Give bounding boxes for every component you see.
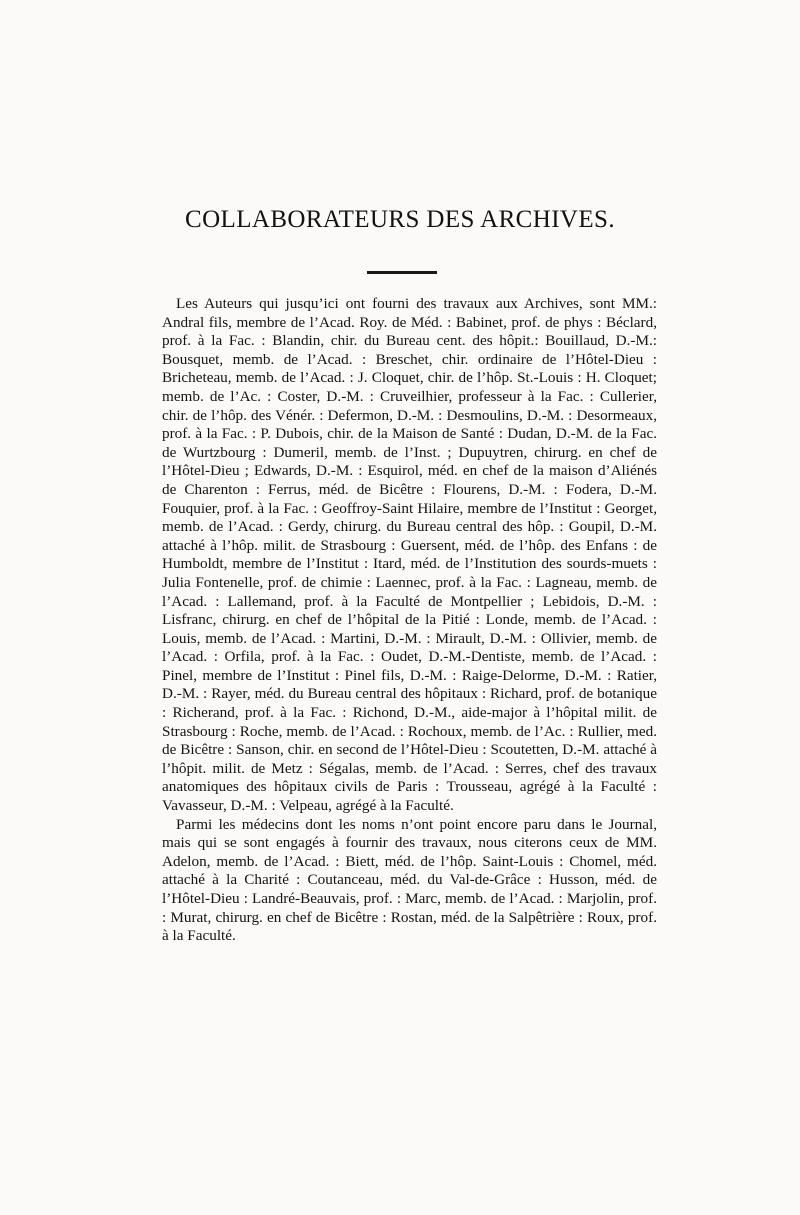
body-text: [162, 295, 657, 946]
title-rule: [367, 271, 437, 274]
paragraph-contributors: Les Auteurs qui jusqu’ici ont fourni des travaux aux Archives, sont MM.: Andral fils, membre de l’Acad. Roy. de Méd. : Babinet, prof. de phys : Béclard, prof. à la Fac. : Blandin, chir. du Bureau cent. des hôpit.: Bouillaud, D.-M.: Bousquet, memb. de l’Acad. : Breschet, chir. ordinaire de l’Hôtel-Dieu : Bricheteau, memb. de l’Acad. : J. Cloquet, chir. de l’hôp. St.-Louis : H. Cloquet; memb. de l’Ac. : Coster, D.-M. : Cruveilhier, professeur à la Fac. : Cullerier, chir. de l’hôp. des Vénér. : Defermon, D.-M. : Desmoulins, D.-M. : Desormeaux, prof. à la Fac. : P. Dubois, chir. de la Maison de Santé : Dudan, D.-M. de la Fac. de Wurtzbourg : Dumeril, memb. de l’Inst. ; Dupuytren, chirurg. en chef de l’Hôtel-Dieu ; Edwards, D.-M. : Esquirol, méd. en chef de la maison d’Aliénés de Charenton : Ferrus, méd. de Bicêtre : Flourens, D.-M. : Fodera, D.-M. Fouquier, prof. à la Fac. : Geoffroy-Saint Hilaire, membre de l’Institut : Georget, memb. de l’Acad. : Gerdy, chirurg. du Bureau central des hôp. : Goupil, D.-M. attaché à l’hôp. milit. de Strasbourg : Guersent, méd. de l’hôp. des Enfans : de Humboldt, membre de l’Institut : Itard, méd. de l’Institution des sourds-muets : Julia Fontenelle, prof. de chimie : Laennec, prof. à la Fac. : Lagneau, memb. de l’Acad. : Lallemand, prof. à la Faculté de Montpellier ; Lebidois, D.-M. : Lisfranc, chirurg. en chef de l’hôpital de la Pitié : Londe, memb. de l’Acad. : Louis, memb. de l’Acad. : Martini, D.-M. : Mirault, D.-M. : Ollivier, memb. de l’Acad. : Orfila, prof. à la Fac. : Oudet, D.-M.-Dentiste, memb. de l’Acad. : Pinel, membre de l’Institut : Pinel fils, D.-M. : Raige-Delorme, D.-M. : Ratier, D.-M. : Rayer, méd. du Bureau central des hôpitaux : Richard, prof. de botanique : Richerand, prof. à la Fac. : Richond, D.-M., aide-major à l’hôpital milit. de Strasbourg : Roche, memb. de l’Acad. : Rochoux, memb. de l’Ac. : Rullier, med. de Bicêtre : Sanson, chir. en second de l’Hôtel-Dieu : Scoutetten, D.-M. attaché à l’hôpit. milit. de Metz : Ségalas, memb. de l’Acad. : Serres, chef des travaux anatomiques des hôpitaux civils de Paris : Trousseau, agrégé à la Faculté : Vavasseur, D.-M. : Velpeau, agrégé à la Faculté.: [162, 295, 657, 815]
page-title: COLLABORATEURS DES ARCHIVES.: [185, 206, 615, 233]
paragraph-future-contributors: Parmi les médecins dont les noms n’ont point encore paru dans le Journal, mais qui se sont engagés à fournir des travaux, nous citerons ceux de MM. Adelon, memb. de l’Acad. : Biett, méd. de l’hôp. Saint-Louis : Chomel, méd. attaché à la Charité : Coutanceau, méd. du Val-de-Grâce : Husson, méd. de l’Hôtel-Dieu : Landré-Beauvais, prof. : Marc, memb. de l’Acad. : Marjolin, prof. : Murat, chirurg. en chef de Bicêtre : Rostan, méd. de la Salpêtrière : Roux, prof. à la Faculté.: [162, 815, 657, 945]
